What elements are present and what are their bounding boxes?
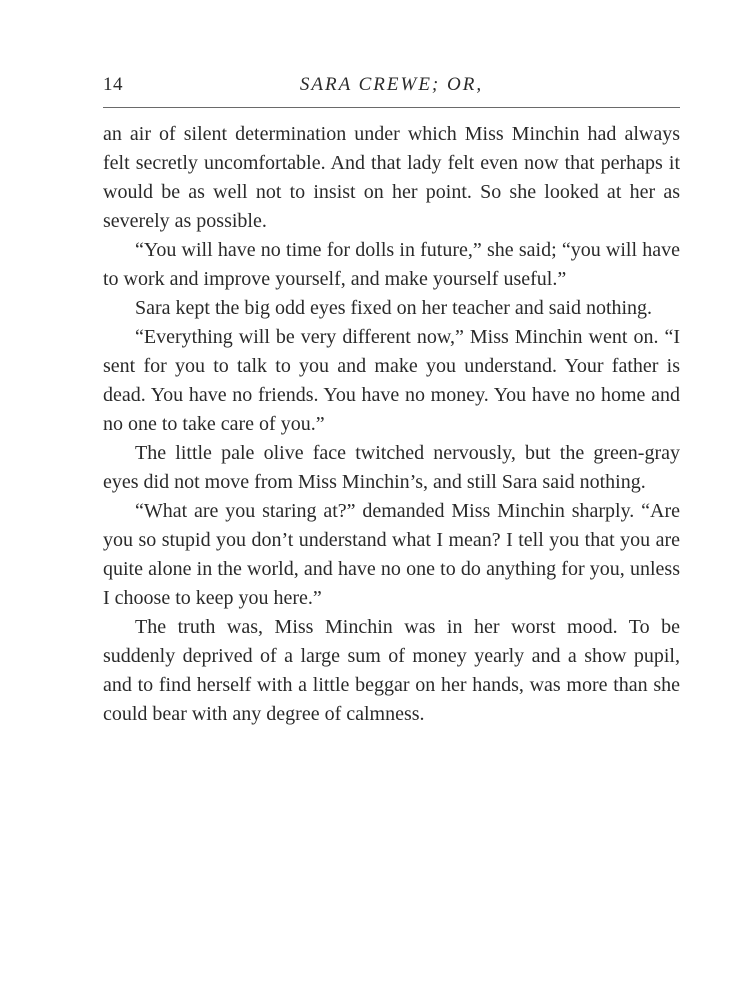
paragraph-continuation: an air of silent determination under which Miss Minchin had always felt secretly uncomfortable. And that lady felt even now that perhaps it would be as well not to insist on her point. So she looked at her as severely as possible. bbox=[103, 123, 680, 232]
paragraph: The truth was, Miss Minchin was in her worst mood. To be suddenly deprived of a large sum of money yearly and a show pupil, and to find herself with a little beggar on her hands, was more than she could bear with any degree of calmness. bbox=[103, 616, 680, 725]
paragraph: “You will have no time for dolls in future,” she said; “you will have to work and improve yourself, and make yourself useful.” bbox=[103, 239, 680, 290]
page-header bbox=[103, 74, 680, 102]
body-text bbox=[103, 120, 680, 729]
paragraph: Sara kept the big odd eyes fixed on her teacher and said nothing. bbox=[135, 297, 653, 319]
running-head: SARA CREWE; OR, bbox=[299, 74, 484, 95]
paragraph: “What are you staring at?” demanded Miss Minchin sharply. “Are you so stupid you don’t understand what I mean? I tell you that you are quite alone in the world, and have no one to do anything for you, unless I choose to keep you here.” bbox=[103, 500, 680, 609]
page-number: 14 bbox=[103, 74, 123, 95]
paragraph: The little pale olive face twitched nervously, but the green-gray eyes did not move from Miss Minchin’s, and still Sara said nothing. bbox=[103, 442, 680, 493]
header-rule bbox=[103, 107, 680, 108]
paragraph: “Everything will be very different now,” Miss Minchin went on. “I sent for you to talk to you and make you understand. Your father is dead. You have no friends. You have no money. You have no home and no one to take care of you.” bbox=[103, 326, 680, 435]
